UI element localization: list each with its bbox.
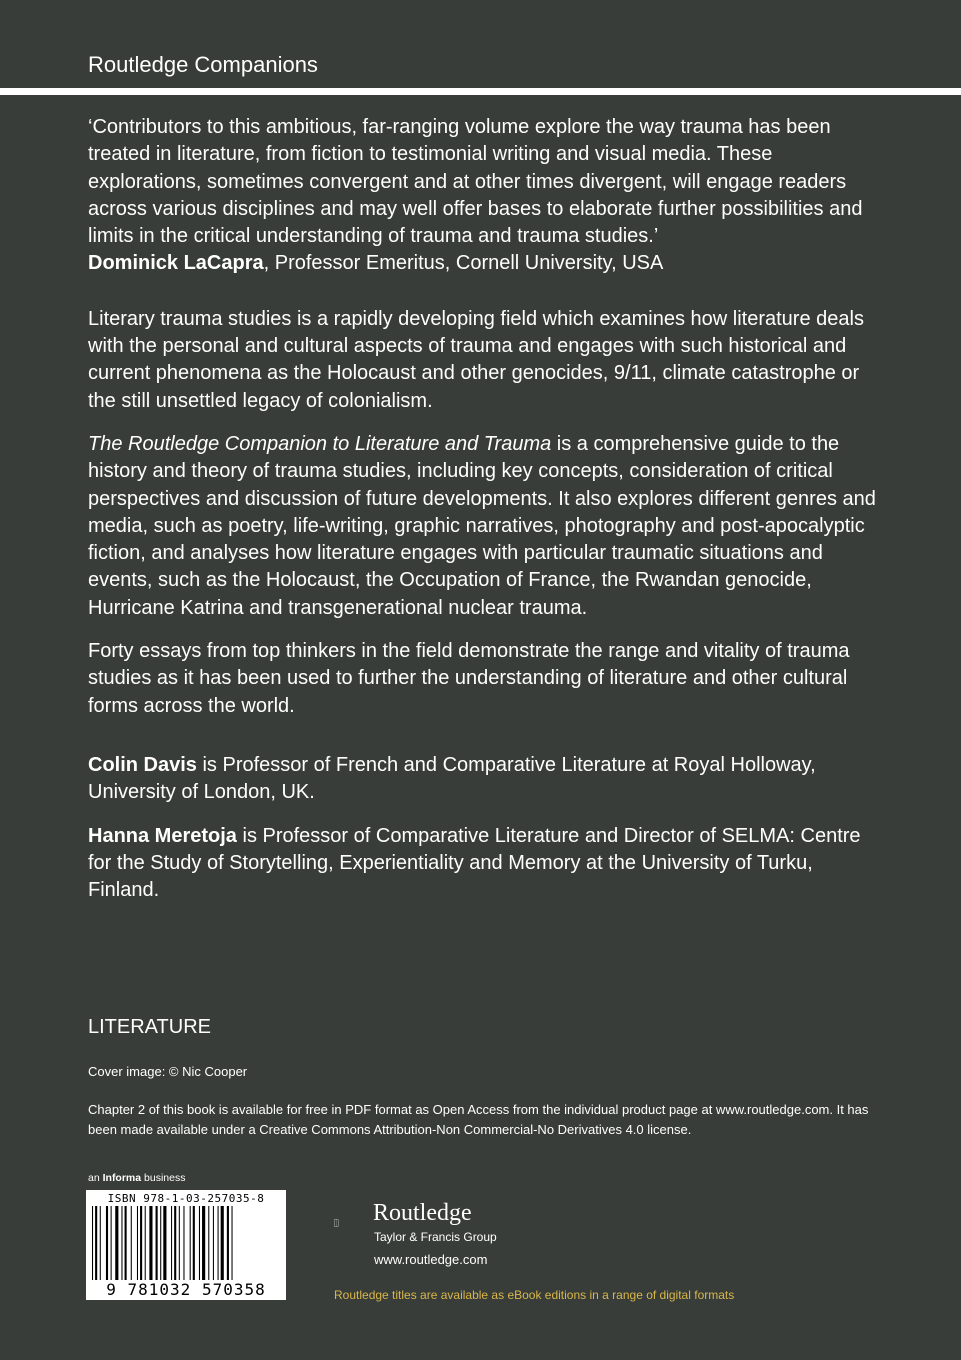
barcode-bar <box>137 1206 138 1280</box>
open-access-note: Chapter 2 of this book is available for free in PDF format as Open Access from the individual product page at www.routledge.com. It has been made available under a Creative Commons Attribution-Non Commercial-No Derivatives 4.0 license. <box>88 1102 869 1137</box>
isbn-digits: 9 781032 570358 <box>106 1280 266 1299</box>
barcode-bar <box>100 1206 101 1280</box>
barcode-bar <box>227 1206 229 1280</box>
back-cover-text <box>88 114 878 904</box>
header-rule <box>0 88 961 95</box>
barcode-bar <box>179 1206 180 1280</box>
barcode-bar <box>140 1206 142 1280</box>
ebook-note: Routledge titles are available as eBook editions in a range of digital formats <box>334 1288 735 1302</box>
endorser-affiliation: , Professor Emeritus, Cornell University, USA <box>263 252 664 275</box>
barcode-bar <box>145 1206 146 1280</box>
barcode-bar <box>115 1206 118 1280</box>
endorser-name: Dominick LaCapra <box>88 252 264 275</box>
cover-image-credit: Cover image: © Nic Cooper <box>88 1064 248 1079</box>
endorsement-quote: ‘Contributors to this ambitious, far-ranging volume explore the way trauma has been treated in literature, from fiction to testimonial writing and visual media. These explorations, sometimes convergent and at other times divergent, will engage readers across various disciplines and may well offer bases to elaborate further possibilities and limits in the critical understanding of trauma and trauma studies.’ <box>88 116 863 248</box>
barcode-bar <box>174 1206 176 1280</box>
series-title: Routledge Companions <box>88 52 318 77</box>
svg-text:ROUTLEDGE: ROUTLEDGE <box>334 1218 336 1228</box>
isbn-barcode <box>86 1190 286 1300</box>
editor-name: Colin Davis <box>88 753 197 776</box>
barcode-bar <box>160 1206 161 1280</box>
publisher-url[interactable]: www.routledge.com <box>374 1252 488 1267</box>
book-title: The Routledge Companion to Literature and Trauma <box>88 432 552 455</box>
description-paragraph-3: Forty essays from top thinkers in the field demonstrate the range and vitality of trauma studies as it has been used to further the understanding of literature and other cultural forms across the world. <box>88 640 850 717</box>
barcode-bar <box>183 1206 184 1280</box>
editor-bio: Hanna Meretoja is Professor of Comparative Literature and Director of SELMA: Centre for the Study of Storytelling, Experientiality and Memory at the University of Turku, Finland. <box>88 824 861 902</box>
barcode-bar <box>171 1206 172 1280</box>
subject-category: LITERATURE <box>88 1016 211 1038</box>
barcode-bar <box>131 1206 132 1280</box>
barcode-bar <box>156 1206 158 1280</box>
barcode-bar <box>163 1206 166 1280</box>
editor-name: Hanna Meretoja <box>88 824 237 847</box>
barcode-bars <box>92 1206 280 1280</box>
barcode-bar <box>202 1206 205 1280</box>
publisher-group: Taylor & Francis Group <box>374 1230 497 1244</box>
isbn-label: ISBN 978-1-03-257035-8 <box>107 1192 265 1205</box>
barcode-bar <box>106 1206 108 1280</box>
barcode-bar <box>190 1206 191 1280</box>
barcode-bar <box>92 1206 93 1280</box>
barcode-bar <box>125 1206 127 1280</box>
informa-business-label: an Informa business <box>88 1172 186 1184</box>
routledge-logo-icon <box>334 1198 364 1248</box>
barcode-bar <box>208 1206 209 1280</box>
barcode-bar <box>193 1206 195 1280</box>
endorsement-attribution <box>88 250 878 277</box>
description-paragraph-1: Literary trauma studies is a rapidly developing field which examines how literature deals with the personal and cultural aspects of trauma and engages with such historical and current phenomena as the Holocaust and other genocides, 9/11, climate catastrophe or the still unsettled legacy of colonialism. <box>88 307 864 412</box>
barcode-bar <box>149 1206 152 1280</box>
barcode-bar <box>213 1206 214 1280</box>
barcode-bar <box>121 1206 122 1280</box>
barcode-bar <box>221 1206 224 1280</box>
barcode-bar <box>199 1206 200 1280</box>
barcode-bar <box>218 1206 219 1280</box>
description-paragraph-2: The Routledge Companion to Literature and Trauma is a comprehensive guide to the history and theory of trauma studies, including key concepts, consideration of critical perspectives and discussion of future developments. It also explores different genres and media, such as poetry, life-writing, graphic narratives, photography and post-apocalyptic fiction, and analyses how literature engages with particular traumatic situations and events, such as the Holocaust, the Occupation of France, the Rwandan genocide, Hurricane Katrina and transgenerational nuclear trauma. <box>88 432 876 619</box>
barcode-bar <box>232 1206 233 1280</box>
publisher-name: Routledge <box>373 1200 472 1226</box>
barcode-bar <box>111 1206 112 1280</box>
barcode-bar <box>95 1206 97 1280</box>
editor-bio: Colin Davis is Professor of French and Comparative Literature at Royal Holloway, University of London, UK. <box>88 753 816 804</box>
